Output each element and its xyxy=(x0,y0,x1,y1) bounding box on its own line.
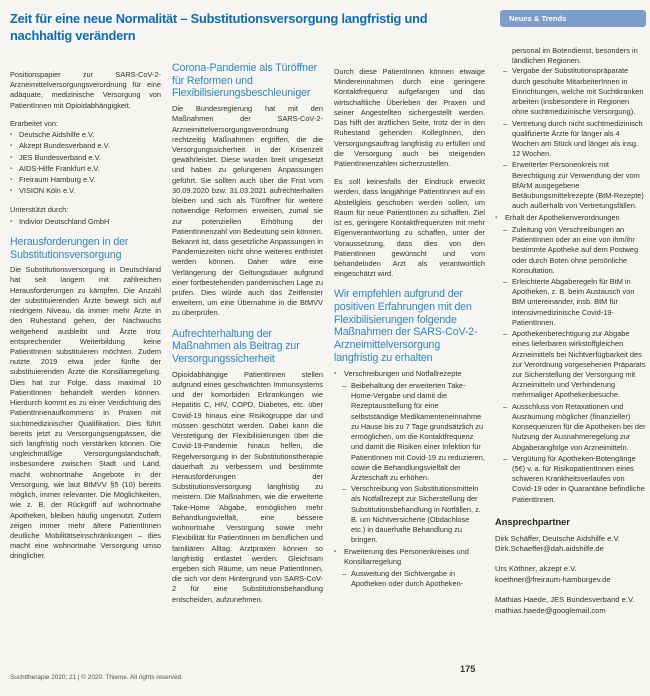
dash-icon: – xyxy=(503,160,508,170)
section-heading-corona-pandemie: Corona-Pandemie als Türöffner für Reformen und Flexibilisierungsbeschleuniger xyxy=(172,62,318,100)
body-paragraph: Bekannt ist, dass gesetzliche Anpassungen in Pandemiezeiten nicht ohne weiteres entfristet werden können. Daher wäre eine Verlängerung der Geltungsdauer aufgrund einer fortbestehenden pandemischen Lage zu prüfen. Dies würde auch das Zeitfenster erweitern, um eine Übernahme in die BtMVV zu überprüfen. xyxy=(172,236,323,318)
bullet-text: Verschreibungen und Notfallrezepte xyxy=(344,368,462,378)
recommendation-subitem xyxy=(503,329,646,401)
subitem-text: Zuleitung von Verschreibungen an PatientInnen oder an eine von ihm/ihr bestimmte Apotheke auf dem Postweg oder durch Boten ohne persönliche Konsultation. xyxy=(512,224,639,275)
contact-name: Mathias Haede, JES Bundesverband e.V. xyxy=(495,594,635,604)
list-item xyxy=(10,130,161,140)
subitem-text: Erleichterte Abgaberegeln für BtM in Apotheken, z. B. beim Austausch von BtM untereinander, insb. BtM für intensivmedizinische Covid-19-PatientInnen. xyxy=(512,277,635,327)
org-name: VISION Köln e.V. xyxy=(19,186,76,196)
subitem-text: Ausschluss von Retaxationen und Ausräumung möglicher (finanzieller) Konsequenzen für die Apotheken bei der Nutzung der Ausnahmeregelung zur Abgaberangfolge von Arzneimitteln. xyxy=(512,401,646,452)
org-name: JES Bundesverband e.V. xyxy=(19,152,101,162)
bullet-icon: ▪ xyxy=(495,213,498,221)
org-name: Akzept Bundesverband e.V. xyxy=(19,141,110,151)
bullet-icon: ▪ xyxy=(334,369,337,377)
bullet-icon: ▪ xyxy=(10,187,13,195)
subitem-text: Ausweitung der Sichtvergabe in Apotheken oder durch Apotheken- xyxy=(351,569,464,589)
bullet-icon: ▪ xyxy=(10,153,13,161)
bullet-icon: ▪ xyxy=(10,131,13,139)
body-paragraph: Opioidabhängige PatientInnen stellen aufgrund eines geschwächten Immunsystems und der komorbiden Erkrankungen wie Hepatitis C, HIV, COPD, Diabetes, etc. über Covid-19 hinaus eine Risikogruppe dar und müssen geschützt werden. Dabei kann die Verstetigung der Flexibilisierungen über die Covid-19-Pandemie hinaus helfen, die Regelversorgung in der Substitutionstherapie dauerhaft zu verbessern und bestimmte Herausforderungen der Substitutionsversorgung langfristig zu meistern. Die Maßnahmen, wie die erweiterte Take-Home Abgabe, ermöglichen mehr Behandlungsvielfalt, eine bessere wohnortnahe Versorgung sowie mehr Flexibilität für PatientInnen im beruflichen und familiären Alltag. Arztpraxen können so langfristig entlastet werden. Gleichsam ergeben sich Räume, um neue PatientInnen, die sich vor dem Hintergrund von SARS-CoV-2 für eine Substitutionsbehandlung entscheiden, aufzunehmen. xyxy=(172,369,323,604)
contact-entry xyxy=(495,534,646,556)
contact-email: koethner@freiraum-hamburgev.de xyxy=(495,574,611,584)
dash-icon: – xyxy=(342,484,347,494)
org-name: AIDS-Hilfe Frankfurt e.V. xyxy=(19,163,100,173)
recommendation-subitem xyxy=(503,66,646,117)
recommendation-subitem xyxy=(342,381,485,483)
recommendation-bullet xyxy=(334,369,485,379)
recommendation-subitem xyxy=(503,454,646,505)
dash-icon: – xyxy=(503,401,508,411)
contact-entry xyxy=(495,564,646,586)
section-heading-herausforderungen: Herausforderungen in der Substitutionsversorgung xyxy=(10,235,129,261)
column-2 xyxy=(172,62,323,605)
recommendation-subitem xyxy=(342,484,485,545)
subitem-text: Vertretung durch nicht suchtmedizinisch qualifizierte Ärzte für länger als 4 Wochen am Stück und länger als insg. 12 Wochen. xyxy=(512,118,643,159)
page-number: 175 xyxy=(460,664,476,674)
dash-icon: – xyxy=(342,569,347,579)
continuation-text: personal im Botendienst, besonders in ländlichen Regionen. xyxy=(512,46,638,66)
contact-name: Dirk Schäffer, Deutsche Aidshilfe e.V. xyxy=(495,533,620,543)
recommendation-subitem xyxy=(342,569,485,589)
bullet-icon: ▪ xyxy=(10,217,13,225)
recommendation-bullet xyxy=(334,547,485,567)
body-paragraph: Es soll keinesfalls der Eindruck erweckt werden, dass langjährige PatientInnen auf ein Abstellgleis geschoben werden sollen, um Raum für neue PatientInnen zu schaffen. Ziel ist es, geringere Kontaktfrequenzen mit mehr Eigenverantwortung zu schaffen, unter der Voraussetzung, dass dies von den PatientInnen gewünscht und vom behandelnden Arzt als verantwortlich eingeschätzt wird. xyxy=(334,177,485,279)
dash-icon: – xyxy=(342,381,347,390)
subitem-text: Apothekenberechtigung zur Abgabe eines lieferbaren wirkstoffgleichen Arzneimittels bei Nichtverfügbarkeit des zur Verordnung vorgesehenen Präparats zur Sicherstellung der Versorgung mit Arzneimitteln und Verhinderung mehrmaliger Apothekenbesuche. xyxy=(512,329,646,400)
erarbeitet-list xyxy=(10,130,161,196)
position-paper-intro: Positionspapier zur SARS-CoV-2-Arzneimittelversorgungsverordnung für eine adäquate, medizinische Versorgung von PatientInnen mit Opioidabhängigkeit. xyxy=(10,70,161,110)
list-item xyxy=(10,153,161,163)
dash-icon: – xyxy=(503,66,508,76)
contacts-heading: Ansprechpartner xyxy=(495,516,570,527)
bullet-icon: ▪ xyxy=(10,142,13,150)
dash-icon: – xyxy=(503,118,508,128)
subitem-text: Beibehaltung der erweiterten Take-Home-Vergabe und damit die Rezeptausstellung für eine selbstständige Medikamenteneinnahme zu Hause bis zu 7 Tage grundsätzlich zu ermöglichen, um die Kontaktfrequenz und damit die Risiken einer Infektion für PatientInnen mit Covid-19 zu reduzieren, sowie die Behandlungsvielfalt der Ärzteschaft zu erhöhen. xyxy=(351,381,485,482)
recommendation-subitem xyxy=(503,119,646,160)
org-name: Indivior Deutschland GmbH xyxy=(19,216,110,226)
subitem-text: Vergütung für Apotheken-Botengänge (5€) v. a. für RisikopatientInnen eines schweren Krankheitsverlaufes von Covid-19 oder in Quarantäne befindliche PatientInnen. xyxy=(512,453,645,504)
bullet-icon: ▪ xyxy=(10,175,13,183)
bullet-icon: ▪ xyxy=(334,547,337,555)
column-4 xyxy=(495,46,646,625)
contact-email: mathias.haede@googlemail.com xyxy=(495,605,606,615)
contact-email: Dirk.Schaeffer@dah.aidshilfe.de xyxy=(495,544,604,554)
bullet-icon: ▪ xyxy=(10,164,13,172)
recommendation-subitem xyxy=(503,225,646,276)
list-item xyxy=(10,175,161,185)
dash-icon: – xyxy=(503,329,508,339)
article-title: Zeit für eine neue Normalität – Substitutionsversorgung langfristig und nachhaltig verändern xyxy=(10,11,428,43)
column-1 xyxy=(10,70,161,562)
list-item xyxy=(10,141,161,151)
section-heading-empfehlungen: Wir empfehlen aufgrund der positiven Erfahrungen mit den Flexibilisierungen folgende Maßnahmen der SARS-CoV-2-Arzneimittelversorgung langfristig zu erhalten xyxy=(334,288,478,364)
dash-icon: – xyxy=(503,277,508,286)
contact-entry xyxy=(495,595,646,617)
body-paragraph: Die Bundesregierung hat mit den Maßnahmen der SARS-CoV-2-Arzneimittelversorgungsverordnung rechtzeitig Maßnahmen ergriffen, die die Versorgungssicherheit in der Krisenzeit gewährleistet. Diese wurden breit umgesetzt und haben zu gelungenen Anpassungen geführt. Sie sollten auch über die Frist vom 30.09.2020 bzw. 31.03.2021 aufrechterhalten bleiben und sich als Türöffner für weitere notwendige Reformen erweisen, zumal sie zur potenziellen Erhöhung der PatientInnenzahl von Bedeutung sein können. xyxy=(172,104,323,236)
recommendation-bullet xyxy=(495,213,646,223)
subitem-text: Verschreibung von Substitutionsmitteln als Notfallrezept zur Sicherstellung der Substitutionsbehandlung in Notfällen, z. B. um Nichtversicherte (Obdachlose etc.) in dauerhafte Behandlung zu bringen. xyxy=(351,484,481,545)
subitem-text: Erweiterter Personenkreis mit Berechtigung zur Verwendung der vom BfArM ausgegebene Betäubungsmittelrezepte (BtM-Rezepte) auch außerhalb von Vertretungsfällen. xyxy=(512,160,644,211)
list-item xyxy=(10,217,161,227)
bullet-text: Erhalt der Apothekenverordnungen xyxy=(505,212,620,222)
erarbeitet-label: Erarbeitet von: xyxy=(10,118,59,128)
section-heading-aufrechterhaltung: Aufrechterhaltung der Maßnahmen als Beitrag zur Versorgungssicherheit xyxy=(172,327,300,366)
dash-icon: – xyxy=(503,224,508,234)
unterstuetzt-label: Unterstützt durch: xyxy=(10,205,69,215)
unterstuetzt-list xyxy=(10,217,161,227)
recommendation-subitem xyxy=(503,402,646,453)
list-item xyxy=(10,164,161,174)
body-paragraph: Die Substitutionsversorgung in Deutschland hat seit langem mit zahlreichen Herausforderungen zu kämpfen. Die Anzahl der substituierenden Ärzte bewegt sich auf niedrigem Niveau, da immer mehr Ärzte in den Ruhestand gehen, der Nachwuchs weitgehend ausbleibt und Ärzte trotz entsprechender Weiterbildung keine PatientInnen substituieren möchten. Zudem nutzte 2019 etwa jeder fünfte der substituierenden Ärzte die Konsiliarregelung. Dies hat zur Folge, dass maximal 10 PatientInnen behandelt werden können. Hierdurch kommt es zu einer Verdichtung des PatientInnenaufkommens in Praxen mit suchtmedizinischer Qualifikation. Dies führt bereits jetzt zu Versorgungsengpässen, die sich langfristig noch verstärken können. Die ungleichmäßige Versorgungslandschaft, insbesondere zwischen Stadt und Land, macht wohnortnahe Angebote in der Versorgung, wie laut BtMVV §5 (10) bereits möglich, immer relevanter. Die Möglichkeiten, wie z. B. der Rückgriff auf wohnortnahe Apotheken, bleiben häufig ungenutzt. Zudem zeigen immer mehr ältere PatientInnen deutliche Mobilitätseinschränkungen – dies macht eine wohnortnahe Versorgung umso dringlicher. xyxy=(10,265,161,561)
column-3 xyxy=(334,67,485,591)
recommendation-subitem xyxy=(503,277,646,328)
journal-footer: Suchttherapie 2020; 21 | © 2020. Thieme. All rights reserved. xyxy=(10,674,183,681)
subitem-text: Vergabe der Substitutionspräparate durch geschulte MitarbeiterInnen in Einrichtungen, welche mit Suchtkranken arbeiten (insbesondere in Regionen ohne suchtmedizinische Versorgung). xyxy=(512,66,644,117)
dash-icon: – xyxy=(503,453,508,463)
contact-name: Urs Köthner, akzept e.V. xyxy=(495,564,577,574)
section-badge: Neues & Trends xyxy=(500,10,646,27)
bullet-text: Erweiterung des Personenkreises und Konsiliarregelung xyxy=(344,546,469,566)
body-paragraph: Durch diese PatientInnen können etwaige Mindereinnahmen durch eine geringere Kontaktfrequenz aufgefangen und das wirtschaftliche Überleben der Praxen und seiner Angestellten sichergestellt werden. Das hilft der ärztlichen Seite, trotz der in den Ruhestand gehenden KollegInnen, den Versorgungsauftrag langfristig zu erfüllen und die Versorgung auch bei steigenden PatientInnenzahlen sicherzustellen. xyxy=(334,67,485,168)
org-name: Deutsche Aidshilfe e.V. xyxy=(19,130,95,140)
recommendation-subitem xyxy=(503,160,646,211)
list-item xyxy=(10,186,161,196)
org-name: Freiraum Hamburg e.V. xyxy=(19,174,96,184)
